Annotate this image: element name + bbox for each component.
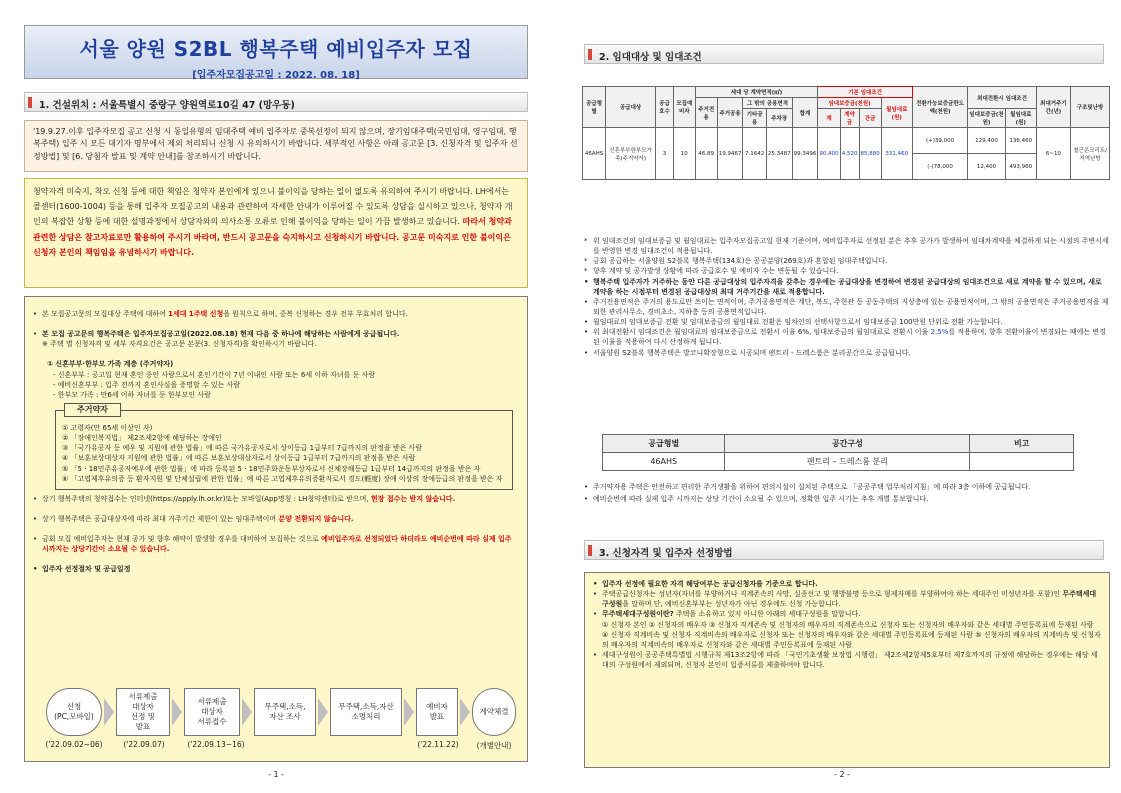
arrow-icon xyxy=(318,698,328,726)
notice-duplicate-text: '19.9.27.이후 입주자모집 공고 신청 시 동일유형의 임대주택 예비 입주자로 중복선정이 되지 않으며, 장기임대주택(국민임대, 영구임대, 행복주택) 입주 시 모든 대기자 명부에서 제외 처리되니 신청 시 유의하시기 바랍니다. 세부적인 사항은 아래 공고문 [3. 신청자격 및 입주자 선정방법] 및 [6. 당첨자 발표 및 계약 안내]를 참조하시기 바랍니다. xyxy=(33,127,518,161)
th-period: 최대거주기간(년) xyxy=(1036,87,1070,128)
th-deposit: 임대보증금(천원) xyxy=(818,98,881,109)
cell-struct: 철근콘크리트/지역난방 xyxy=(1071,128,1110,180)
flow-step-clarify: 무주택,소득,자산 소명처리 xyxy=(330,688,402,736)
flow-date: ('22.09.13~16) xyxy=(187,740,245,749)
group-title: ① 신혼부부·한부모 가족 계층 (주거약자) xyxy=(47,360,174,369)
cell-supply: 3 xyxy=(656,128,674,180)
vulnerable-item: ⑥ 「고엽제후유의증 등 환자지원 및 단체설립에 관한 법률」에 따른 고엽제후유의증환자로서 경도(輕度) 장애 이상의 장애등급의 판정을 받은 자 xyxy=(62,474,503,483)
flow-step-documents: 서류제출 대상자 서류접수 xyxy=(184,688,240,736)
space-cell xyxy=(970,453,1074,471)
title-box xyxy=(24,25,528,79)
th-supply: 공급호수 xyxy=(656,87,674,128)
th-target: 공급대상 xyxy=(606,87,656,128)
cell-type: 46AHS xyxy=(583,128,606,180)
th-sum: 합계 xyxy=(792,98,818,128)
th-rent: 월임대료(원) xyxy=(881,98,912,128)
bullet-one-house: • 본 모집공고문의 모집대상 주택에 대하여 1세대 1주택 신청을 원칙으로 하며, 중복 신청하는 경우 전부 무효처리 합니다. xyxy=(33,309,519,319)
flow-step-contract: 계약체결 xyxy=(472,688,516,736)
th-maxrent: 월임대료(원) xyxy=(1005,109,1036,128)
note-star: * 위 임대조건의 임대보증금 및 월임대료는 입주자모집공고일 현재 기준이며, 예비입주자로 선정된 분은 추후 공가가 발생하여 임대차계약을 체결하게 되는 시점의 주변시세를 반영한 변경 임대조건이 적용됩니다. xyxy=(584,236,1110,256)
flow-date: ('22.09.02~06) xyxy=(45,740,103,749)
note-rate: • 위 최대전환시 임대조건은 월임대료의 임대보증금으로 전환시 이율 6%, 임대보증금의 월임대료로 전환시 이율 2.5%를 적용하며, 향후 전환이율이 변경되는 때에는 변경된 이율을 적용하여 다시 산정하게 됩니다. xyxy=(584,327,1110,347)
eligibility-box xyxy=(584,572,1110,768)
arrow-icon xyxy=(104,698,114,726)
section-location: 1. 건설위치 : 서울특별시 중랑구 양원역로10길 47 (망우동) xyxy=(24,92,528,112)
s3-bullet-household: • 무주택세대구성원이란? 주택을 소유하고 있지 아니한 아래의 세대구성원을 말합니다. xyxy=(593,609,1101,619)
th-area: 세대 당 계약면적(㎡) xyxy=(695,87,818,98)
th-type: 공급형별 xyxy=(583,87,606,128)
th-conv: 전환가능보증금한도액(천원) xyxy=(912,87,968,128)
flow-step-select: 서류제출 대상자 선정 및 발표 xyxy=(116,688,170,736)
space-th: 비고 xyxy=(970,435,1074,453)
s3-bullet-applicant: • 주택공급신청자는 성년자(자녀를 부양하거나 직계존속의 사망, 실종선고 및 행방불명 등으로 형제자매를 부양하여야 하는 세대주인 미성년자를 포함)인 무주택세대구성원을 말하며 단, 예비신혼부부는 성년자가 아닌 경우에도 신청 가능합니다. xyxy=(593,589,1101,609)
th-struct: 구조및난방 xyxy=(1071,87,1110,128)
group-item: - 예비신혼부부 : 입주 전까지 혼인사실을 증명할 수 있는 사람 xyxy=(53,380,241,389)
s3-bullet-basis: • 입주자 선정에 필요한 자격 해당여부는 공급신청자를 기준으로 합니다. xyxy=(593,579,1101,589)
flow-date: ('22.09.07) xyxy=(123,740,165,749)
flow-step-announce: 예비자 발표 xyxy=(416,688,458,736)
cell-common: 19.9467 xyxy=(717,128,743,180)
th-common: 주거공용 xyxy=(717,98,743,128)
bullet-schedule: • 입주자 선정절차 및 공급일정 xyxy=(33,564,519,574)
vulnerable-label: 주거약자 xyxy=(64,403,121,417)
group-newlywed xyxy=(47,359,519,400)
page-2 xyxy=(572,0,1112,793)
th-other: 그 밖의 공용면적 xyxy=(743,98,792,109)
s3-household-detail: ① 신청자 본인 ② 신청자의 배우자 ③ 신청자 직계존속 및 신청자의 배우자의 직계존속으로 신청자 또는 신청자의 배우자와 같은 세대별 주민등록표에 등재된 사람 ④ 신청자 직계비속 및 신청자 직계비속의 배우자로 신청자 또는 신청자의 배우자와 같은 세대별 주민등록표에 등재된 사람 ⑤ 신청자의 배우자의 직계비속 및 신청자의 배우자의 직계비속의 배우자로 신청자와 같은 세대별 주민등록표에 등재된 사람 xyxy=(602,620,1101,649)
arrow-icon xyxy=(460,698,470,726)
cell-otherc: 7.1642 xyxy=(743,128,766,180)
note-star: * 금회 공급하는 서울양원 S2블록 행복주택(134호)은 공공분양(269호)과 혼합된 임대주택입니다. xyxy=(584,256,1110,266)
group-item: - 신혼부부 : 공고일 현재 혼인 중인 사람으로서 혼인기간이 7년 이내인 사람 또는 6세 이하 자녀를 둔 사람 xyxy=(53,370,376,379)
vulnerable-item: ② 「장애인복지법」 제2조제2항에 해당하는 장애인 xyxy=(62,434,222,443)
th-excl: 주거전용 xyxy=(695,98,717,128)
cell-maxrent-plus: 136,460 xyxy=(1005,128,1036,154)
th-maxdep: 임대보증금(천원) xyxy=(968,109,1005,128)
arrow-icon xyxy=(242,698,252,726)
note-conversion: • 월임대료의 임대보증금 전환 및 임대보증금의 월임대료 전환은 임차인의 선택사항으로서 임대보증금 100만원 단위로 전환 가능합니다. xyxy=(584,317,1110,327)
th-max: 최대전환시 임대조건 xyxy=(968,87,1036,109)
flow-step-apply: 신청 (PC,모바일) xyxy=(46,688,102,736)
note-balcony: • 서울양원 S2블록 행복주택은 발코니확장형으로 시공되며 팬트리 - 드레스룸은 분리공간으로 공급됩니다. xyxy=(584,348,1110,358)
note-area-def: • 주거전용면적은 주거의 용도로만 쓰이는 면적이며, 주거공용면적은 계단, 복도, 주현관 등 공동주택의 지상층에 있는 공용면적이며, 그 밖의 공용면적은 주거공용면적을 제외한 관리사무소, 경비초소, 지하층 등의 공용면적입니다. xyxy=(584,297,1110,317)
vulnerable-box xyxy=(55,404,513,490)
cell-maxdep-plus: 129,400 xyxy=(968,128,1005,154)
notice-duplicate xyxy=(24,120,528,172)
note-star: * 향후 계약 및 공가발생 상황에 따라 공급호수 및 예비자 수는 변동될 수 있습니다. xyxy=(584,266,1110,276)
bullet-no-conversion: • 상기 행복주택은 공급대상자에 따라 최대 거주기간 제한이 있는 임대주택이며 분양 전환되지 않습니다. xyxy=(33,514,519,524)
page-1 xyxy=(16,0,556,793)
cell-rent: 331,460 xyxy=(881,128,912,180)
arrow-icon xyxy=(172,698,182,726)
th-balance: 잔금 xyxy=(859,109,881,128)
section-eligibility: 3. 신청자격 및 입주자 선정방법 xyxy=(584,540,1104,560)
cell-period: 6~10 xyxy=(1036,128,1070,180)
page-number: - 2 - xyxy=(834,770,850,779)
th-total: 계 xyxy=(818,109,840,128)
th-contract: 계약금 xyxy=(840,109,859,128)
cell-total: 90,400 xyxy=(818,128,840,180)
flow-step-survey: 무주택,소득, 자산 조사 xyxy=(254,688,316,736)
cell-balance: 85,880 xyxy=(859,128,881,180)
cell-excl: 46.89 xyxy=(695,128,717,180)
space-cell: 46AHS xyxy=(603,453,725,471)
page-number: - 1 - xyxy=(268,770,284,779)
rental-notes xyxy=(584,236,1110,358)
notice-responsibility-text: 청약자격 미숙지, 착오 신청 등에 대한 책임은 청약자 본인에게 있으니 불이익을 당하는 일이 없도록 유의하여 주시기 바랍니다. LH에서는 콜센터(1600-1004) 등을 통해 입주자 모집공고의 내용과 관련하여 자세한 안내가 이루어질 수 있도록 상담을 실시하고 있으나, 청약자 개인의 복잡한 상황 등에 대한 설명과정에서 상담자와의 의사소통 오류로 인해 불이익을 당하는 일이 가끔 발생하고 있습니다. xyxy=(33,187,513,227)
cell-contract: 4,520 xyxy=(840,128,859,180)
cell-reserve: 10 xyxy=(673,128,695,180)
space-th: 공급형별 xyxy=(603,435,725,453)
notice-responsibility xyxy=(24,178,528,288)
vulnerable-item: ③ 「국가유공자 등 예우 및 지원에 관한 법률」에 따른 국가유공자로서 상이등급 1급부터 7급까지의 판정을 받은 사람 xyxy=(62,444,423,453)
space-table xyxy=(602,434,1074,471)
space-cell: 팬트리 – 드레스룸 분리 xyxy=(725,453,970,471)
th-reserve: 모집예비자 xyxy=(673,87,695,128)
page-title: 서울 양원 S2BL 행복주택 예비입주자 모집 xyxy=(79,37,473,61)
group-item: - 한부모 가족 : 만6세 이하 자녀를 둔 한부모인 사람 xyxy=(53,390,211,399)
space-notes xyxy=(584,482,1110,504)
notice-responsibility-warning: 따라서 청약과 관련한 상담은 참고자료로만 활용하여 주시기 바라며, 반드시 공고문을 숙지하시고 신청하시기 바랍니다. 공고문 미숙지로 인한 불이익은 신청자 본인의 책임임을 유념하시기 바랍니다. xyxy=(33,217,512,257)
cell-sum: 99.3496 xyxy=(792,128,818,180)
selection-flow xyxy=(46,682,516,752)
bullet-eligibility: • 본 모집 공고문의 행복주택은 입주자모집공고일(2022.08.18) 현재 다음 중 하나에 해당하는 사람에게 공급됩니다. ※ 주택 별 신청자격 및 세부 자격요건은 공고문 본문(3. 신청자격)을 확인하시기 바랍니다. xyxy=(33,329,519,349)
space-th: 공간구성 xyxy=(725,435,970,453)
cell-conv-plus: (+)39,000 xyxy=(912,128,968,154)
s3-bullet-exclusion: • 세대구성원이 공공주택특별법 시행규칙 제13조2항에 따라 「국민기초생활 보장법 시행령」 제2조제2항제5호부터 제7호까지의 규정에 해당하는 경우에는 해당 세대의 구성원에서 제외되며, 신청자 본인이 입증서류를 제출하여야 합니다. xyxy=(593,650,1101,670)
note-change-target: • 행복주택 입주자가 거주하는 동안 다른 공급대상의 입주자격을 갖추는 경우에는 공급대상을 변경하여 변경된 공급대상의 임대조건으로 새로 계약을 할 수 있으며, 새로 계약을 하는 시점부터 변경된 공급대상의 최대 거주기간을 새로 적용합니다. xyxy=(584,277,1110,297)
th-park: 주차장 xyxy=(766,109,792,128)
rental-condition-table xyxy=(582,86,1110,180)
flow-date: ('22.11.22) xyxy=(417,740,459,749)
cell-conv-minus: (-)78,000 xyxy=(912,154,968,180)
cell-maxrent-minus: 493,960 xyxy=(1005,154,1036,180)
note-move-in: • 예비순번에 따라 실제 입주 시까지는 상당 기간이 소요될 수 있으며, 정확한 입주 시기는 추후 개별 통보합니다. xyxy=(584,494,1110,504)
cell-park: 25.3487 xyxy=(766,128,792,180)
note-accessible: • 주거약자용 주택은 안전하고 편리한 주거생활을 위하여 편의시설이 설치된 주택으로 「공공주택 업무처리지침」에 따라 3층 이하에 공급됩니다. xyxy=(584,482,1110,492)
section-rental: 2. 임대대상 및 임대조건 xyxy=(584,44,1104,64)
bullet-reserve-wait: • 금회 모집 예비입주자는 현재 공가 및 향후 해약이 발생할 경우를 대비하여 모집하는 것으로 예비입주자로 선정되었다 하더라도 예비순번에 따라 실제 입주 시까지는 상당기간이 소요될 수 있습니다. xyxy=(33,534,519,554)
arrow-icon xyxy=(404,698,414,726)
vulnerable-item: ① 고령자(만 65세 이상인 자) xyxy=(62,423,153,432)
cell-target: 신혼부부한부모가족(주거약자) xyxy=(606,128,656,180)
announcement-date: [입주자모집공고일 : 2022. 08. 18] xyxy=(192,70,360,81)
flow-date: (개별안내) xyxy=(476,741,512,750)
vulnerable-item: ⑤ 「5ㆍ18민주유공자예우에 관한 법률」에 따라 등록된 5ㆍ18민주화운동부상자로서 신체장해등급 1급부터 14급까지의 판정을 받은 자 xyxy=(62,464,481,473)
bullet-online-apply: • 상기 행복주택의 청약접수는 인터넷(https://apply.lh.or.kr)또는 모바일(App명칭 : LH청약센터)로 받으며, 현장 접수는 받지 않습니다. xyxy=(33,494,519,504)
th-basic: 기본 임대조건 xyxy=(818,87,912,98)
cell-maxdep-minus: 12,400 xyxy=(968,154,1005,180)
th-otherc: 기타공용 xyxy=(743,109,766,128)
vulnerable-item: ④ 「보훈보상대상자 지원에 관한 법률」에 따른 보훈보상대상자로서 상이등급 1급부터 7급까지의 판정을 받은 사람 xyxy=(62,454,416,463)
